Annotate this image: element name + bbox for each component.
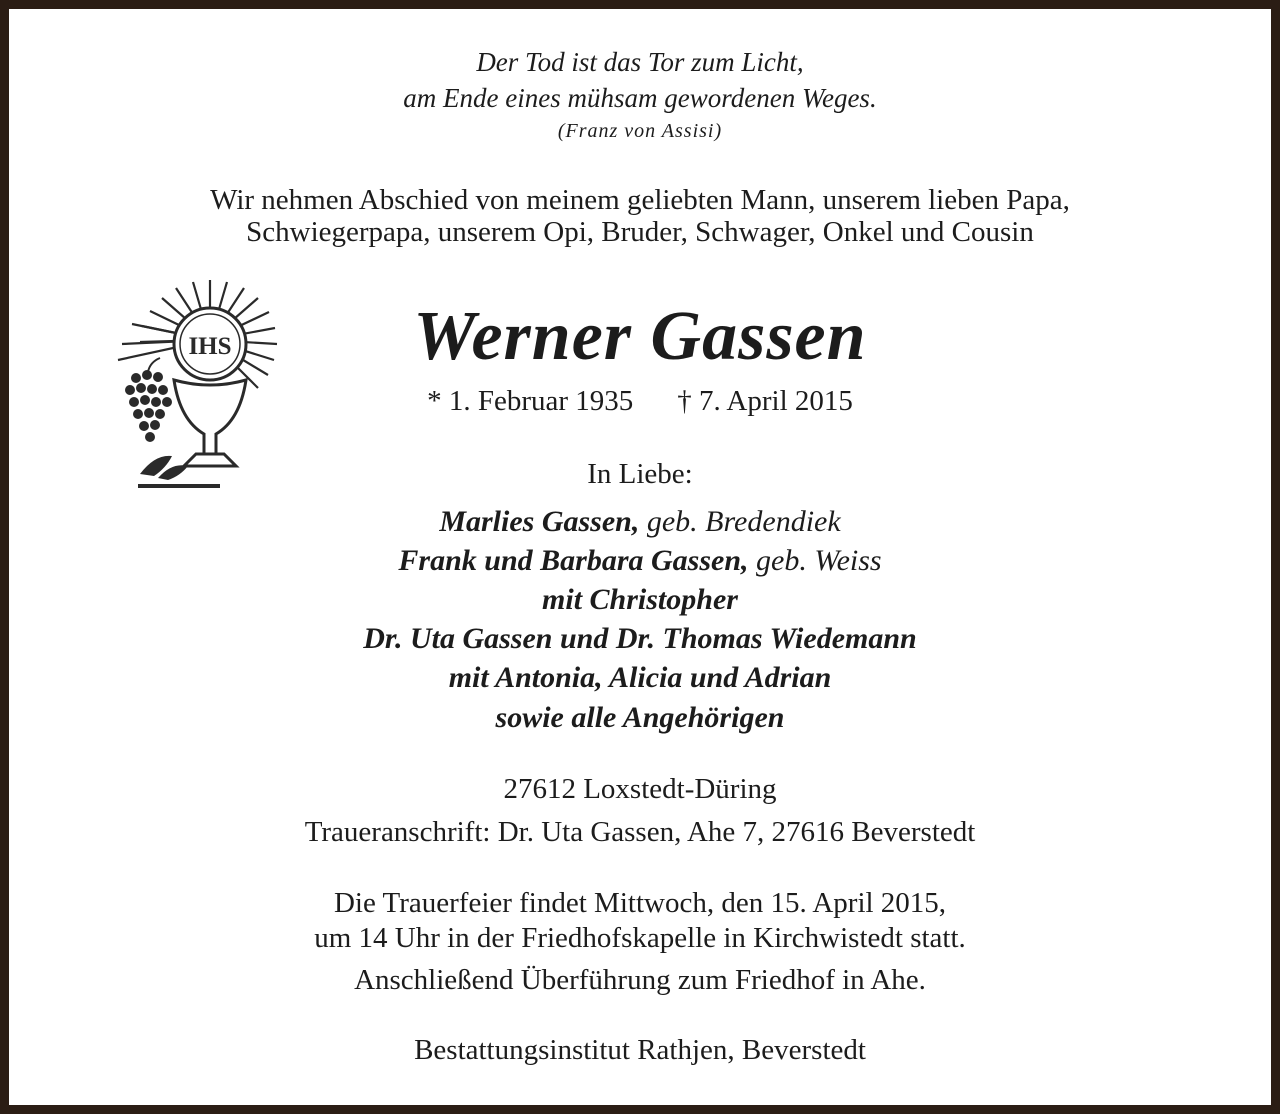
service-line-2: um 14 Uhr in der Friedhofskapelle in Kirchwistedt statt. — [314, 922, 966, 954]
birth-date: * 1. Februar 1935 — [427, 385, 634, 417]
quote-source: (Franz von Assisi) — [557, 120, 723, 142]
ihs-monogram: IHS — [188, 333, 232, 360]
mourner-line-2 — [0, 546, 1280, 576]
quote-line-2: am Ende eines mühsam gewordenen Weges. — [403, 83, 877, 113]
life-dates — [0, 387, 1280, 416]
mourner-line-1 — [0, 507, 1280, 537]
mourner-line-3: mit Christopher — [542, 583, 738, 616]
mourner-line-5: mit Antonia, Alicia und Adrian — [448, 661, 832, 694]
place-line: 27612 Loxstedt-Düring — [503, 773, 777, 805]
deceased-name: Werner Gassen — [413, 298, 867, 375]
service-line-1: Die Trauerfeier findet Mittwoch, den 15. April 2015, — [333, 887, 947, 919]
service-line-3: Anschließend Überführung zum Friedhof in Ahe. — [354, 964, 926, 996]
mourning-address: Traueranschrift: Dr. Uta Gassen, Ahe 7, 27616 Beverstedt — [304, 816, 976, 848]
mourner-line-4: Dr. Uta Gassen und Dr. Thomas Wiedemann — [363, 622, 917, 655]
intro-line-2: Schwiegerpapa, unserem Opi, Bruder, Schwager, Onkel und Cousin — [246, 216, 1034, 248]
mourner-name: Frank und Barbara Gassen, — [398, 544, 749, 577]
maiden-name: geb. Bredendiek — [646, 505, 841, 538]
undertaker: Bestattungsinstitut Rathjen, Beverstedt — [414, 1034, 866, 1066]
death-date: † 7. April 2015 — [677, 385, 853, 417]
intro-line-1: Wir nehmen Abschied von meinem geliebten Mann, unserem lieben Papa, — [210, 184, 1070, 216]
mourner-line-6: sowie alle Angehörigen — [495, 701, 785, 734]
quote-line-1: Der Tod ist das Tor zum Licht, — [476, 47, 804, 77]
mourner-name: Marlies Gassen, — [439, 505, 640, 538]
mourners-heading: In Liebe: — [587, 458, 693, 490]
maiden-name: geb. Weiss — [756, 544, 882, 577]
